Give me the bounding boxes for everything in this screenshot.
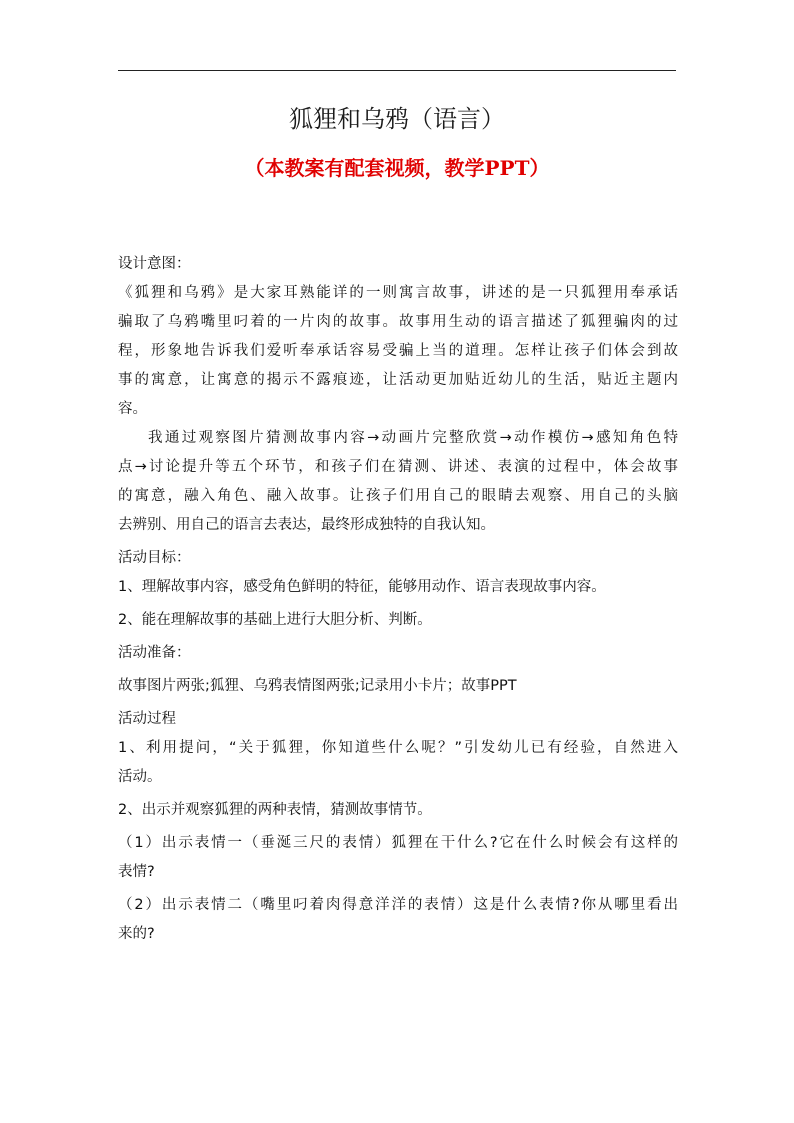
paragraph-line: 点→讨论提升等五个环节，和孩子们在猜测、讲述、表演的过程中，体会故事	[118, 459, 678, 475]
paragraph-line: 《狐狸和乌鸦》是大家耳熟能详的一则寓言故事，讲述的是一只狐狸用奉承话	[118, 285, 678, 301]
preparation-text: 故事图片两张;狐狸、乌鸦表情图两张;记录用小卡片；故事PPT	[118, 678, 517, 694]
paragraph-line: 程，形象地告诉我们爱听奉承话容易受骗上当的道理。怎样让孩子们体会到故	[118, 343, 678, 359]
process-step-continued: 活动。	[118, 769, 162, 785]
paragraph-line: 容。	[118, 401, 147, 417]
paragraph-line: 骗取了乌鸦嘴里叼着的一片肉的故事。故事用生动的语言描述了狐狸骗肉的过	[118, 314, 678, 330]
goal-item: 2、能在理解故事的基础上进行大胆分析、判断。	[118, 612, 432, 628]
section-heading-goals: 活动目标：	[118, 550, 191, 566]
document-title: 狐狸和乌鸦（语言）	[289, 105, 505, 133]
process-substep: （1）出示表情一（垂涎三尺的表情）狐狸在干什么?它在什么时候会有这样的	[118, 835, 678, 851]
document-body	[118, 250, 678, 949]
process-step: 2、出示并观察狐狸的两种表情，猜测故事情节。	[118, 802, 432, 818]
process-step: 1、利用提问，“关于狐狸，你知道些什么呢？”引发幼儿已有经验，自然进入	[118, 740, 678, 756]
process-substep-continued: 来的?	[118, 926, 155, 942]
paragraph-line: 的寓意，融入角色、融入故事。让孩子们用自己的眼睛去观察、用自己的头脑	[118, 488, 678, 504]
section-heading-process: 活动过程	[118, 711, 176, 727]
process-substep: （2）出示表情二（嘴里叼着肉得意洋洋的表情）这是什么表情?你从哪里看出	[118, 897, 678, 913]
paragraph-line: 事的寓意，让寓意的揭示不露痕迹，让活动更加贴近幼儿的生活，贴近主题内	[118, 372, 678, 388]
process-substep-continued: 表情?	[118, 864, 155, 880]
goal-item: 1、理解故事内容，感受角色鲜明的特征，能够用动作、语言表现故事内容。	[118, 579, 606, 595]
header-rule	[118, 70, 676, 71]
section-heading-preparation: 活动准备：	[118, 645, 191, 661]
paragraph-line: 去辨别、用自己的语言去表达，最终形成独特的自我认知。	[118, 517, 495, 533]
paragraph-line: 我通过观察图片猜测故事内容→动画片完整欣赏→动作模仿→感知角色特	[148, 430, 678, 446]
section-heading-design-intent: 设计意图：	[118, 256, 191, 272]
document-subtitle: （本教案有配套视频，教学PPT）	[244, 156, 550, 180]
